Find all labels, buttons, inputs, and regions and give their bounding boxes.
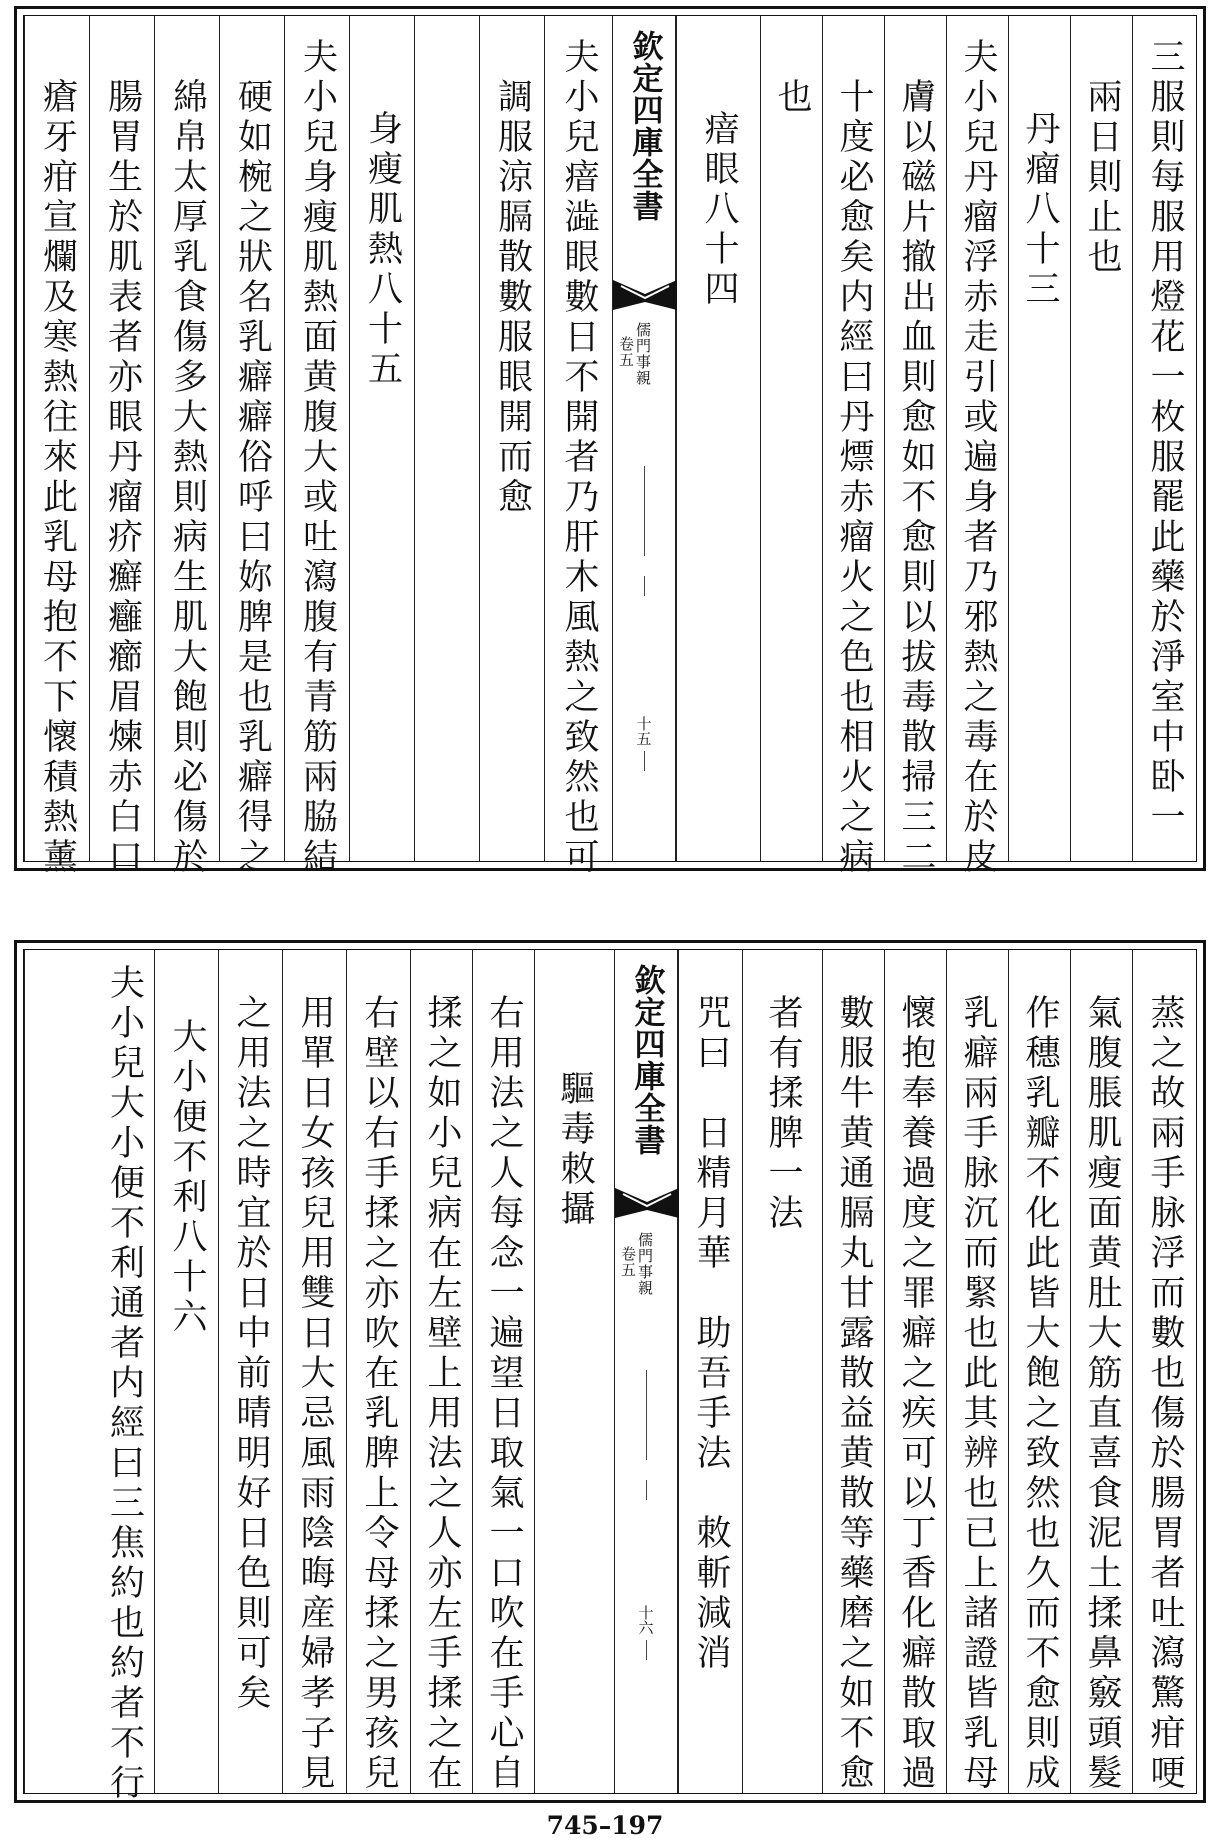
fish-tail-mark-icon (615, 1188, 679, 1218)
text-column (822, 950, 884, 1793)
section-heading: 驅毒敇攝 (555, 1070, 595, 1230)
section-heading: 丹瘤八十三 (1020, 110, 1060, 310)
page-number: 十五 (634, 716, 653, 746)
text-column (946, 950, 1008, 1793)
text-column (284, 16, 349, 878)
text-column (678, 950, 742, 1793)
center-gutter (612, 16, 676, 861)
column-text: 腸胃生於肌表者亦眼丹瘤疥癬癰癤眉煉赤白口 (102, 78, 143, 878)
column-text: 夫小兒大小便不利通者内經曰三焦約也約者不行 (104, 964, 145, 1804)
text-column (1132, 950, 1196, 1793)
text-column (218, 950, 282, 1793)
gutter-rule (646, 1480, 647, 1500)
text-column (479, 16, 544, 861)
text-column (1070, 950, 1132, 1793)
text-column (472, 950, 534, 1793)
bottom-page (14, 940, 1206, 1803)
column-text: 夫小兒丹瘤浮赤走引或遍身者乃邪熱之毒在於皮 (958, 38, 998, 878)
text-column (346, 950, 410, 1793)
column-text: 用單日女孩兒用雙日大忌風雨陰晦産婦孝子見 (295, 994, 335, 1794)
text-column (1132, 16, 1196, 861)
fish-tail-mark-icon (613, 280, 677, 310)
column-text: 揉之如小兒病在左壁上用法之人亦左手揉之在 (422, 994, 462, 1794)
catalog-number: 745–197 (546, 1811, 664, 1840)
text-column (534, 950, 614, 1793)
center-gutter (614, 950, 678, 1793)
text-column (884, 950, 946, 1793)
text-column (154, 950, 218, 1793)
gutter-rule (646, 1640, 647, 1660)
column-text: 之用法之時宜於日中前晴明好日色則可矣 (231, 994, 271, 1714)
text-column (884, 16, 946, 878)
column-text: 調服涼膈散數服眼開而愈 (492, 78, 533, 518)
text-column (154, 16, 219, 878)
column-text: 右壁以右手揉之亦吹在乳脾上令母揉之男孩兒 (359, 994, 399, 1794)
text-column (1008, 16, 1070, 861)
section-heading: 瘖眼八十四 (699, 110, 739, 310)
column-text: 夫小兒身瘦肌熱面黄腹大或吐瀉腹有青筋兩脇結 (297, 38, 338, 878)
column-text: 三服則每服用燈花一枚服罷此藥於淨室中卧一 (1145, 38, 1185, 838)
column-text: 兩日則止也 (1082, 78, 1122, 278)
volume-label: 卷五 (617, 336, 635, 368)
text-column (24, 950, 154, 1804)
text-column (89, 16, 154, 878)
top-page-frame (23, 15, 1197, 878)
bottom-page-frame (23, 949, 1197, 1804)
text-column (219, 16, 284, 878)
gutter-rule (644, 466, 645, 556)
text-column (676, 16, 760, 861)
column-text: 也 (772, 78, 812, 118)
column-text: 十度必愈矣内經曰丹熛赤瘤火之色也相火之病 (834, 78, 874, 878)
section-heading: 大小便不利八十六 (167, 1018, 207, 1338)
series-title: 欽定四庫全書 (626, 30, 663, 222)
text-column (1070, 16, 1132, 861)
section-heading: 身瘦肌熱八十五 (362, 110, 403, 390)
text-column (946, 16, 1008, 878)
column-text: 懷抱奉養過度之罪癖之疾可以丁香化癖散取過 (896, 994, 936, 1794)
gutter-rule (644, 576, 645, 596)
text-column (822, 16, 884, 878)
text-column (544, 16, 612, 878)
column-text: 膚以磁片撤出血則愈如不愈則以拔毒散掃三二 (896, 78, 936, 878)
column-text: 者有揉脾一法 (763, 994, 803, 1234)
column-text: 硬如椀之狀名乳癖癖俗呼曰妳脾是也乳癖得之 (232, 78, 273, 878)
book-title: 儒門事親 (634, 322, 652, 386)
text-column (742, 950, 822, 1793)
column-text: 夫小兒瘖澁眼數日不開者乃肝木風熱之致然也可 (559, 38, 599, 878)
column-text: 數服牛黄通膈丸甘露散益黄散等藥磨之如不愈 (834, 994, 874, 1794)
column-text: 氣腹脹肌瘦面黄肚大筋直喜食泥土揉鼻竅頭髮 (1082, 994, 1122, 1794)
column-text: 綿帛太厚乳食傷多大熱則病生肌大飽則必傷於 (167, 78, 208, 878)
column-text: 作穗乳瓣不化此皆大飽之致然也久而不愈則成 (1020, 994, 1060, 1794)
text-column (414, 16, 479, 861)
column-text: 瘡牙疳宣爛及寒熱往來此乳母抱不下懷積熱薰 (37, 78, 78, 878)
text-column (349, 16, 414, 861)
volume-label: 卷五 (619, 1246, 637, 1278)
text-column (282, 950, 346, 1793)
gutter-rule (646, 1370, 647, 1460)
incantation-text: 咒曰 日精月華 助吾手法 敇斬減消 (691, 994, 731, 1674)
text-column (760, 16, 822, 861)
book-title: 儒門事親 (636, 1232, 654, 1296)
gutter-rule (644, 751, 645, 771)
top-page (14, 6, 1206, 878)
text-column (1008, 950, 1070, 1793)
column-text: 乳癖兩手脉沉而緊也此其辨也已上諸證皆乳母 (958, 994, 998, 1794)
column-text: 右用法之人每念一遍望日取氣一口吹在手心自 (484, 994, 524, 1794)
page-number: 十六 (636, 1605, 655, 1635)
column-text: 蒸之故兩手脉浮而數也傷於腸胃者吐瀉驚疳哽 (1145, 994, 1185, 1794)
text-column (410, 950, 472, 1793)
text-column (24, 16, 89, 878)
series-title: 欽定四庫全書 (628, 964, 665, 1156)
